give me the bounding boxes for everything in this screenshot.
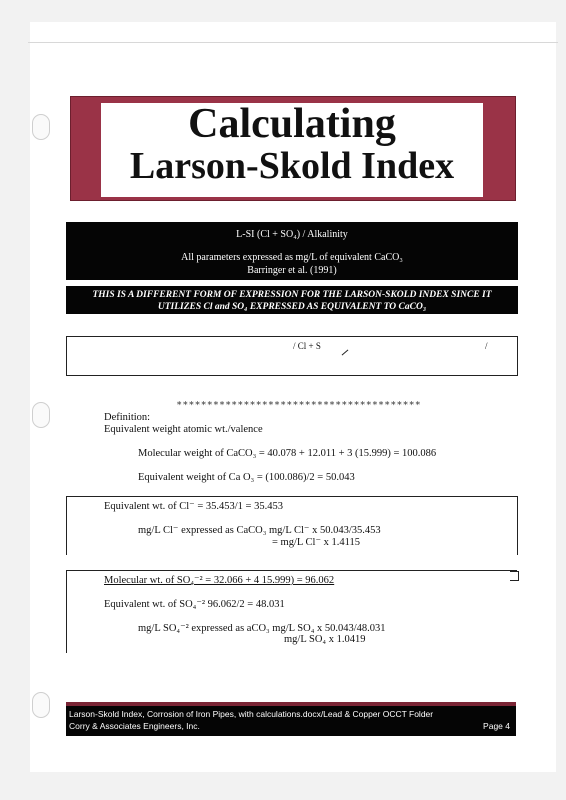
page-edge-line: [28, 42, 558, 43]
check-mark-icon: [342, 350, 349, 356]
lsi-formula: L-SI (Cl + SO₄) / Alkalinity: [236, 229, 348, 240]
page-title-line-1: Calculating: [188, 101, 396, 147]
binder-hole-icon: [32, 114, 50, 140]
binder-hole-icon: [32, 692, 50, 718]
definition-heading: Definition:: [104, 412, 151, 423]
asterisk-divider: ∗∗∗∗∗∗∗∗∗∗∗∗∗∗∗∗∗∗∗∗∗∗∗∗∗∗∗∗∗∗∗∗∗∗∗∗∗∗∗∗: [176, 398, 421, 408]
footer-file-path: Larson-Skold Index, Corrosion of Iron Pipes, with calculations.docx/Lead & Copper OCCT Folder: [69, 709, 434, 719]
caco3-molecular-weight: Molecular weight of CaCO₃ = 40.078 + 12.011 + 3 (15.999) = 100.086: [138, 448, 437, 459]
faded-formula-fragment: / Cl + S: [293, 341, 321, 351]
sulfate-molecular-weight: Molecular wt. of SO₄⁻² = 32.066 + 4 15.999) = 96.062: [104, 575, 335, 586]
warning-line-2: UTILIZES Cl and SO₄ EXPRESSED AS EQUIVALENT TO CaCO₃: [157, 302, 427, 312]
sulfate-factor: mg/L SO₄ x 1.0419: [284, 634, 366, 645]
warning-banner: [66, 286, 518, 314]
title-banner: [70, 96, 516, 201]
faded-formula-box: [66, 336, 518, 376]
formula-box: [66, 222, 518, 280]
caco3-equivalent-weight: Equivalent weight of Ca O₃ = (100.086)/2 = 50.043: [138, 472, 355, 483]
box-corner: [510, 571, 519, 581]
chloride-equivalent-weight: Equivalent wt. of Cl⁻ = 35.453/1 = 35.453: [104, 501, 283, 512]
binder-hole-icon: [32, 402, 50, 428]
formula-units-note: All parameters expressed as mg/L of equivalent CaCO₃: [181, 252, 403, 263]
page-title-line-2: Larson-Skold Index: [129, 145, 455, 187]
page-footer: [66, 706, 516, 736]
footer-company: Corry & Associates Engineers, Inc.: [69, 721, 200, 731]
footer-page-number: Page 4: [483, 721, 510, 731]
chloride-as-caco3: mg/L Cl⁻ expressed as CaCO₃ mg/L Cl⁻ x 50.043/35.453: [138, 525, 381, 536]
title-panel: [101, 103, 483, 197]
sulfate-equivalent-weight: Equivalent wt. of SO₄⁻² 96.062/2 = 48.031: [104, 599, 285, 610]
warning-line-1: THIS IS A DIFFERENT FORM OF EXPRESSION FOR THE LARSON-SKOLD INDEX SINCE IT: [92, 290, 492, 300]
chloride-factor: = mg/L Cl⁻ x 1.4115: [272, 537, 360, 548]
sulfate-as-caco3: mg/L SO₄⁻² expressed as aCO₃ mg/L SO₄ x 50.043/48.031: [138, 623, 386, 634]
equivalent-weight-definition: Equivalent weight atomic wt./valence: [104, 424, 263, 435]
formula-reference: Barringer et al. (1991): [247, 265, 337, 276]
faded-formula-slash: /: [485, 341, 488, 351]
